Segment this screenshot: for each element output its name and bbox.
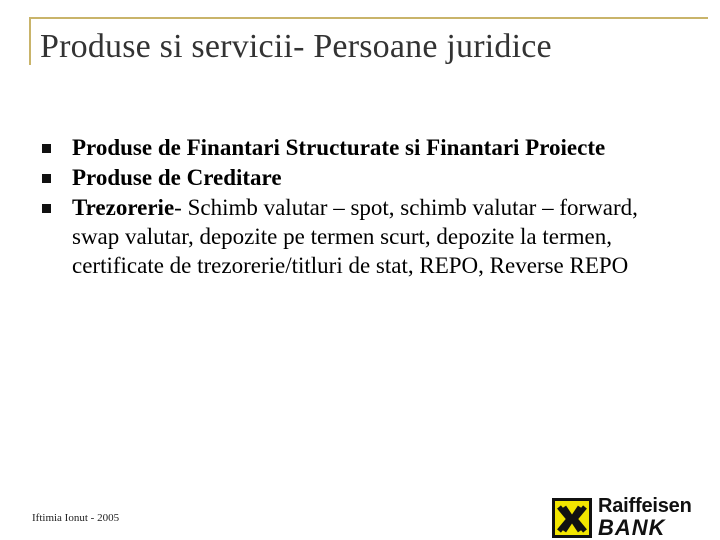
square-bullet-icon	[42, 144, 51, 153]
raiffeisen-gable-cross-icon	[552, 498, 592, 538]
bullet-item	[40, 163, 680, 192]
footer-author: Iftimia Ionut - 2005	[32, 512, 120, 524]
slide-title: Produse si servicii- Persoane juridice	[40, 28, 552, 65]
bullet-heading: Produse de Finantari Structurate si Finantari Proiecte	[72, 135, 606, 160]
logo-bank: BANK	[598, 515, 666, 540]
bullet-item	[40, 193, 680, 280]
square-bullet-icon	[42, 204, 51, 213]
logo-name: Raiffeisen	[598, 495, 692, 517]
raiffeisen-bank-logo	[552, 496, 712, 540]
bullet-text: - Schimb valutar – spot, schimb valutar – forward, swap valutar, depozite pe termen scurt, depozite la termen, certificate de trezorerie/titluri de stat, REPO, Reverse REPO	[72, 195, 638, 278]
bullet-list	[40, 133, 680, 281]
bullet-heading: Produse de Creditare	[72, 165, 282, 190]
bullet-heading: Trezorerie	[72, 195, 175, 220]
bullet-item	[40, 133, 680, 162]
logo-wordmark	[598, 496, 692, 538]
square-bullet-icon	[42, 174, 51, 183]
